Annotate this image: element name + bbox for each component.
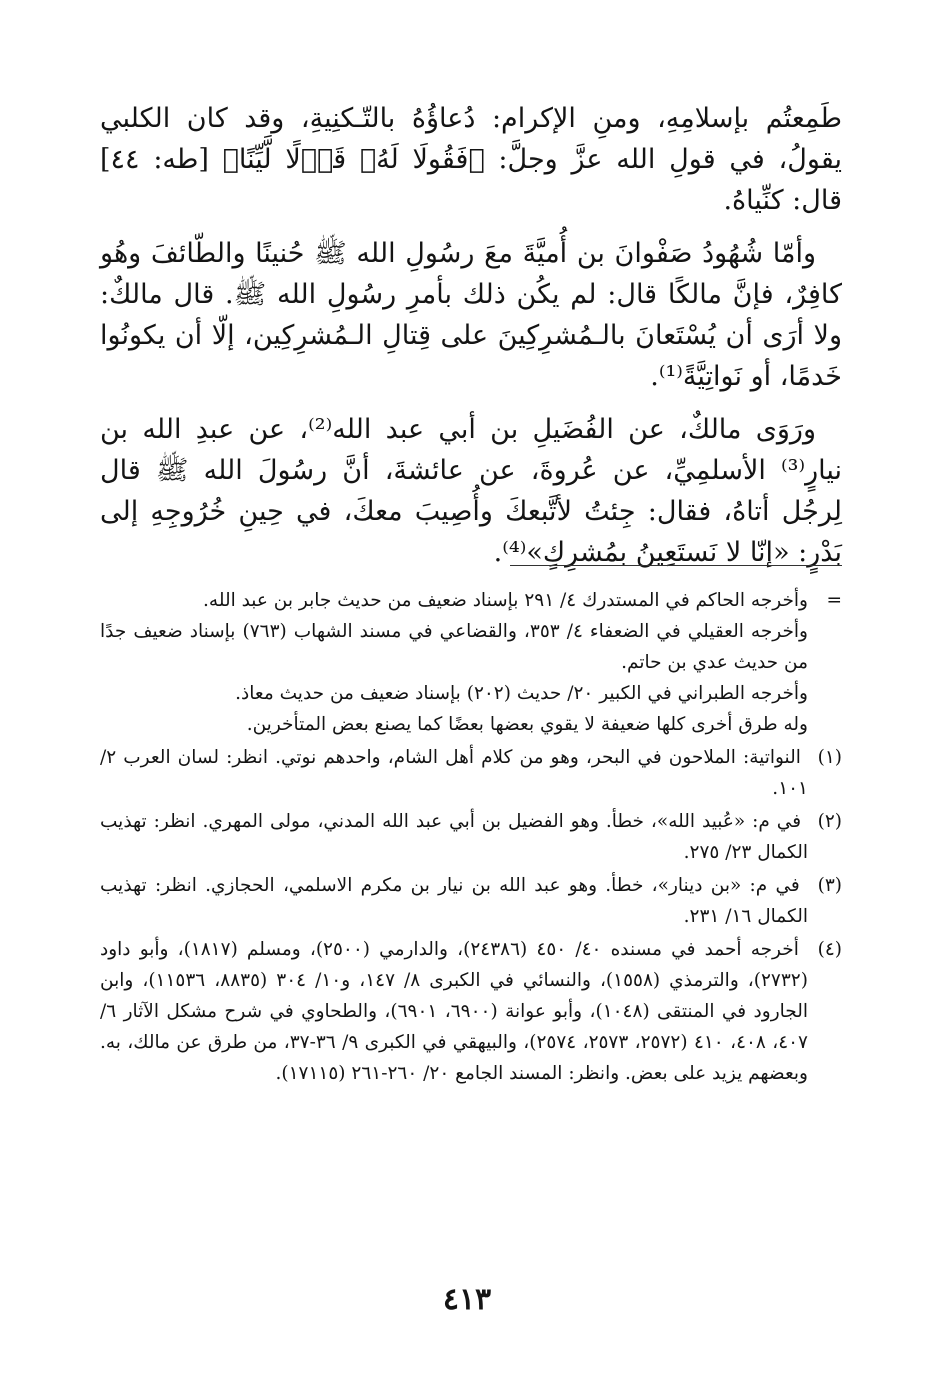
continuation-line: وله طرق أخرى كلها ضعيفة لا يقوي بعضها بعضًا كما يصنع بعض المتأخرين.	[246, 714, 808, 735]
page-number: ٤١٣	[442, 1282, 492, 1317]
continuation-line: وأخرجه العقيلي في الضعفاء ٤/ ٣٥٣، والقضاعي في مسند الشهاب (٧٦٣) بإسناد ضعيف جدًا من حديث عدي بن حاتم.	[100, 621, 808, 673]
main-text	[100, 98, 842, 573]
footnote-text: في م: «بن دينار»، خطأ. وهو عبد الله بن نيار بن مكرم الاسلمي، الحجازي. انظر: تهذيب الكمال ١٦/ ٢٣١.	[100, 875, 808, 927]
footnote-1	[100, 742, 842, 804]
continuation-mark: =	[826, 590, 842, 611]
footnotes	[100, 585, 842, 1089]
main-paragraph-2: وأمّا شُهُودُ صَفْوانَ بن أُميَّةَ معَ رسُولِ الله ﷺ حُنينًا والطّائفَ وهُو كافِرٌ، فإنَّ مالكًا قال: لم يكُن ذلك بأمرِ رسُولِ الله ﷺ. قال مالكٌ: ولا أرَى أن يُسْتَعانَ بالـمُشرِكِينَ على قِتالِ الـمُشرِكِين، إلّا أن يكونُوا خَدمًا، أو نَواتِيَّةً⁽¹⁾.	[100, 238, 842, 392]
footnote-4	[100, 934, 842, 1089]
main-paragraph-1: طَمِعتُم بإسلامِهِ، ومنِ الإكرام: دُعاؤُهُ بالتّـكنِيةِ، وقد كان الكلبي يقولُ، في قولِ الله عزَّ وجلَّ: ﴿فَقُولَا لَهُۥ قَوۡلًا لَّيِّنًا﴾ [طه: ٤٤] قال: كنِّياهُ.	[100, 103, 842, 216]
footnote-number: (٢)	[817, 811, 842, 832]
footnote-number: (١)	[817, 747, 842, 768]
footnote-text: أخرجه أحمد في مسنده ٤٠/ ٤٥٠ (٢٤٣٨٦)، والدارمي (٢٥٠٠)، ومسلم (١٨١٧)، وأبو داود (٢٧٣٢)، والترمذي (١٥٥٨)، والنسائي في الكبرى ٨/ ١٤٧، و١٠/ ٣٠٤ (٨٨٣٥، ١١٥٣٦)، وابن الجارود في المنتقى (١٠٤٨)، وأبو عوانة (٦٩٠٠، ٦٩٠١)، والطحاوي في شرح مشكل الآثار ٦/ ٤٠٧، ٤٠٨، ٤١٠ (٢٥٧٢، ٢٥٧٣، ٢٥٧٤)، والبيهقي في الكبرى ٩/ ٣٦-٣٧، من طرق عن مالك، به. وبعضهم يزيد على بعض. وانظر: المسند الجامع ٢٠/ ٢٦٠-٢٦١ (١٧١١٥).	[100, 939, 808, 1084]
footnote-text: في م: «عُبيد الله»، خطأ. وهو الفضيل بن أبي عبد الله المدني، مولى المهري. انظر: تهذيب الكمال ٢٣/ ٢٧٥.	[100, 811, 808, 863]
footnote-continuation	[100, 585, 842, 616]
footnote-2	[100, 806, 842, 868]
footnote-number: (٤)	[817, 939, 842, 960]
continuation-line: وأخرجه الطبراني في الكبير ٢٠/ حديث (٢٠٢) بإسناد ضعيف من حديث معاذ.	[235, 683, 808, 704]
footnote-3	[100, 870, 842, 932]
continuation-line: وأخرجه الحاكم في المستدرك ٤/ ٢٩١ بإسناد ضعيف من حديث جابر بن عبد الله.	[203, 590, 808, 611]
footnote-separator	[510, 565, 842, 566]
footnote-number: (٣)	[817, 875, 842, 896]
footnote-text: النواتية: الملاحون في البحر، وهو من كلام أهل الشام، واحدهم نوتي. انظر: لسان العرب ٢/ ١٠١.	[100, 747, 808, 799]
main-paragraph-3: ورَوَى مالكٌ، عن الفُضَيلِ بن أبي عبد الله⁽²⁾، عن عبدِ الله بن نيارٍ⁽³⁾ الأسلمِيِّ، عن عُروةَ، عن عائشةَ، أنَّ رسُولَ الله ﷺ قال لِرجُل أتاهُ، فقال: جِئتُ لأتَّبعكَ وأُصِيبَ معكَ، في حِينِ خُرُوجِهِ إلى بَدْرٍ: «إنّا لا نَستَعِينُ بمُشرِكٍ»⁽⁴⁾.	[100, 414, 842, 568]
